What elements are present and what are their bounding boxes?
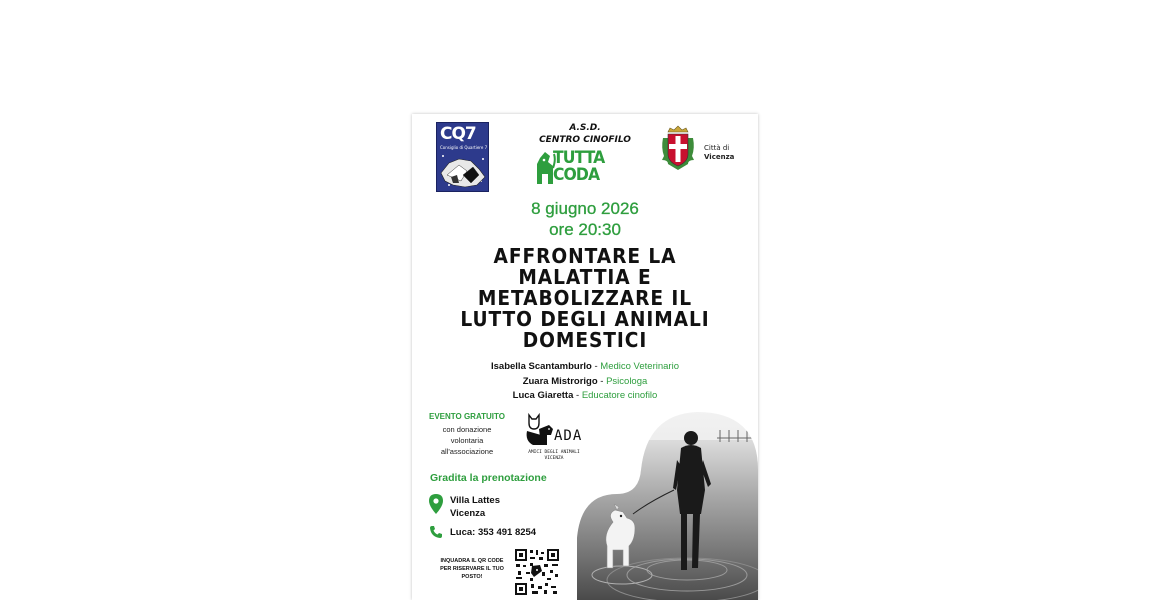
speakers-list xyxy=(412,360,758,404)
venue-line2: Vicenza xyxy=(450,508,486,519)
ada-logo-subtitle xyxy=(524,450,584,462)
speaker-role: Medico Veterinario xyxy=(600,361,679,372)
venue-line1: Villa Lattes xyxy=(450,495,500,506)
speaker-row xyxy=(412,360,758,375)
ada-sub-line1: AMICI DEGLI ANIMALI xyxy=(528,450,580,455)
speaker-separator: - xyxy=(573,390,582,401)
speaker-separator: - xyxy=(591,361,601,372)
event-title-line: METABOLIZZARE IL xyxy=(477,286,693,310)
qr-line: INQUADRA IL QR CODE xyxy=(440,558,504,564)
free-event-line: all'associazione xyxy=(440,447,494,456)
venue xyxy=(450,494,500,520)
free-event-title: EVENTO GRATUITO xyxy=(428,412,505,421)
event-title-line: DOMESTICI xyxy=(522,328,648,352)
organizer-name xyxy=(532,122,638,146)
event-title-line: LUTTO DEGLI ANIMALI xyxy=(460,307,710,331)
speaker-role: Educatore cinofilo xyxy=(581,390,658,401)
qr-line: POSTO! xyxy=(461,574,483,580)
free-event-note xyxy=(422,411,512,457)
cq7-logo xyxy=(436,122,489,192)
speaker-role: Psicologa xyxy=(606,375,648,387)
cq7-logo-subtitle: Consiglio di Quartiere 7 xyxy=(440,145,488,150)
ada-logo-text: ADA xyxy=(554,428,583,444)
cq7-logo-text: CQ7 xyxy=(440,124,476,144)
qr-code-icon[interactable] xyxy=(514,548,560,596)
ada-sub-line2: VICENZA xyxy=(544,456,564,461)
woman-and-dog-photo xyxy=(577,410,758,600)
map-icon xyxy=(437,151,489,192)
event-title-line: AFFRONTARE LA xyxy=(493,244,677,268)
tutta-coda-logo xyxy=(553,150,604,184)
location-pin-icon xyxy=(429,494,443,514)
event-poster xyxy=(412,114,758,600)
event-datetime xyxy=(412,198,758,240)
speaker-name: Zuara Mistrorigo xyxy=(522,375,598,387)
qr-instructions xyxy=(434,557,510,581)
organizer-line2: CENTRO CINOFILO xyxy=(539,135,631,145)
event-title xyxy=(443,246,728,351)
tutta-coda-line1: TUTTA xyxy=(553,148,605,168)
speaker-name: Isabella Scantamburlo xyxy=(491,361,592,372)
vicenza-coat-of-arms-icon xyxy=(660,124,696,172)
event-title-line: MALATTIA E xyxy=(518,265,652,289)
qr-line: PER RISERVARE IL TUO xyxy=(440,566,504,572)
event-date: 8 giugno 2026 xyxy=(531,199,639,218)
city-logo-text xyxy=(704,144,734,162)
speaker-name: Luca Giaretta xyxy=(512,390,574,401)
event-time: ore 20:30 xyxy=(549,220,621,239)
speaker-separator: - xyxy=(597,375,607,387)
city-logo-line1: Città di xyxy=(704,144,730,152)
speaker-row xyxy=(412,389,758,404)
free-event-line: con donazione xyxy=(442,425,492,434)
speaker-row xyxy=(412,375,758,390)
tutta-coda-line2: CODA xyxy=(553,165,600,185)
free-event-line: volontaria xyxy=(450,436,484,445)
city-logo-line2: Vicenza xyxy=(704,153,735,161)
phone-icon xyxy=(429,525,443,539)
booking-label: Gradita la prenotazione xyxy=(430,472,547,484)
ada-dog-cat-icon xyxy=(523,411,557,449)
organizer-line1: A.S.D. xyxy=(569,123,601,133)
phone-number: Luca: 353 491 8254 xyxy=(450,527,537,538)
